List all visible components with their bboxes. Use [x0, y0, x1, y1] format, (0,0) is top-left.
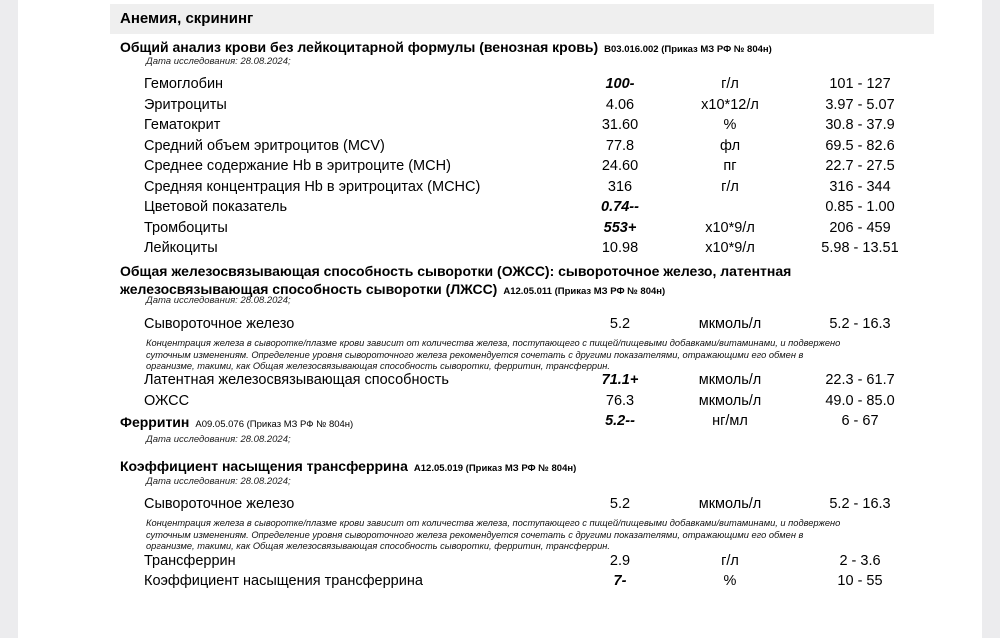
- result-reference: 22.7 - 27.5: [825, 158, 895, 174]
- result-name: Лейкоциты: [144, 240, 218, 256]
- result-value: 316: [607, 178, 633, 195]
- result-reference: 206 - 459: [829, 219, 891, 236]
- result-row-tibc: [0, 393, 1000, 413]
- result-row-mch: [0, 158, 1000, 178]
- result-name: Сывороточное железо: [144, 496, 295, 512]
- serum-iron-note: [146, 338, 936, 373]
- note-line: суточным изменениям. Определение уровня сывороточного железа рекомендуется сочетать с другими показателями, отражающими его обмен в: [146, 349, 804, 360]
- result-value: 31.60: [601, 117, 639, 133]
- result-name: Гематокрит: [144, 117, 221, 133]
- result-row-transferrin: [0, 553, 1000, 573]
- note-line: организме, такими, как Общая железосвязывающая способность сыворотки, ферритин, трансферрин.: [146, 361, 610, 371]
- result-reference: 3.97 - 5.07: [825, 96, 895, 113]
- ferritin-title-text: Ферритин: [120, 414, 190, 430]
- result-value: 2.9: [609, 553, 631, 569]
- result-value: 76.3: [605, 393, 635, 409]
- result-reference: 22.3 - 61.7: [825, 372, 895, 388]
- result-row-mcv: [0, 138, 1000, 158]
- iron-date: Дата исследования: 28.08.2024;: [146, 295, 291, 306]
- iron-title-line2: железосвязывающая способность сыворотки (ЛЖСС): [120, 281, 498, 297]
- iron-test-code: A12.05.011 (Приказ МЗ РФ № 804н): [503, 286, 666, 297]
- result-row-hematocrit: [0, 117, 1000, 137]
- ferritin-date: Дата исследования: 28.08.2024;: [146, 434, 291, 445]
- result-unit: г/л: [721, 553, 739, 569]
- result-name: Гемоглобин: [144, 76, 224, 92]
- result-unit: нг/мл: [712, 413, 748, 429]
- result-row-mchc: [0, 179, 1000, 199]
- result-unit: x10*9/л: [705, 240, 755, 256]
- cbc-title-text: Общий анализ крови без лейкоцитарной формулы (венозная кровь): [120, 39, 599, 55]
- result-unit: мкмоль/л: [698, 316, 762, 332]
- result-unit: x10*9/л: [705, 219, 755, 236]
- result-row-platelets: [0, 220, 1000, 240]
- result-value: 71.1+: [601, 372, 639, 388]
- result-value: 77.8: [605, 137, 635, 154]
- result-reference: 10 - 55: [837, 573, 883, 589]
- result-unit: %: [723, 117, 737, 133]
- result-name: Коэффициент насыщения трансферрина: [144, 573, 423, 589]
- result-name: Цветовой показатель: [144, 199, 288, 215]
- result-name: Эритроциты: [144, 96, 227, 113]
- result-reference: 69.5 - 82.6: [825, 137, 895, 154]
- cbc-date: Дата исследования: 28.08.2024;: [146, 56, 291, 67]
- result-row-hemoglobin: [0, 76, 1000, 96]
- ferritin-test-code: A09.05.076 (Приказ МЗ РФ № 804н): [195, 419, 354, 430]
- iron-title-line1: Общая железосвязывающая способность сыворотки (ОЖСС): сывороточное железо, латентная: [120, 263, 792, 279]
- result-row-erythrocytes: [0, 97, 1000, 117]
- result-reference: 30.8 - 37.9: [825, 117, 895, 133]
- result-name: ОЖСС: [144, 393, 190, 409]
- result-value: 553+: [603, 219, 637, 236]
- result-reference: 5.98 - 13.51: [821, 240, 899, 256]
- result-reference: 0.85 - 1.00: [825, 199, 895, 215]
- result-row-serum-iron-2: [0, 496, 1000, 516]
- result-row-color-index: [0, 199, 1000, 219]
- result-value: 4.06: [605, 96, 635, 113]
- result-row-latent-capacity: [0, 372, 1000, 392]
- result-reference: 5.2 - 16.3: [829, 496, 891, 512]
- result-value: 5.2: [609, 496, 631, 512]
- result-value: 10.98: [601, 240, 639, 256]
- result-unit: пг: [723, 158, 737, 174]
- result-unit: %: [723, 573, 737, 589]
- transferrin-sat-test-title: [120, 457, 576, 478]
- result-name: Тромбоциты: [144, 219, 228, 236]
- result-unit: x10*12/л: [701, 96, 759, 113]
- result-reference: 101 - 127: [829, 76, 891, 92]
- result-unit: г/л: [721, 178, 739, 195]
- result-value: 0.74--: [601, 199, 639, 215]
- result-reference: 316 - 344: [829, 178, 891, 195]
- result-reference: 2 - 3.6: [839, 553, 881, 569]
- result-value: 24.60: [601, 158, 639, 174]
- result-row-transferrin-saturation: [0, 573, 1000, 593]
- result-value: 5.2--: [605, 413, 635, 429]
- transferrin-sat-title-text: Коэффициент насыщения трансферрина: [120, 458, 408, 474]
- result-name: Латентная железосвязывающая способность: [144, 372, 449, 388]
- result-row-ferritin: [0, 413, 1000, 433]
- result-unit: мкмоль/л: [698, 393, 762, 409]
- result-unit: г/л: [721, 76, 739, 92]
- result-reference: 6 - 67: [841, 413, 879, 429]
- result-row-leukocytes: [0, 240, 1000, 260]
- result-name: Трансферрин: [144, 553, 236, 569]
- transferrin-sat-date: Дата исследования: 28.08.2024;: [146, 476, 291, 487]
- result-unit: фл: [719, 137, 741, 154]
- result-row-serum-iron: [0, 316, 1000, 336]
- result-unit: мкмоль/л: [698, 372, 762, 388]
- note-line: Концентрация железа в сыворотке/плазме крови зависит от количества железа, поступающего с пищей/пищевыми добавками/витаминами, и подвержено: [146, 338, 841, 348]
- note-line: суточным изменениям. Определение уровня сывороточного железа рекомендуется сочетать с другими показателями, отражающими его обмен в: [146, 529, 804, 540]
- result-name: Средний объем эритроцитов (MCV): [144, 137, 385, 154]
- result-reference: 5.2 - 16.3: [829, 316, 891, 332]
- result-name: Средняя концентрация Hb в эритроцитах (MCHC): [144, 178, 481, 195]
- ferritin-test-title: [120, 413, 353, 434]
- result-name: Сывороточное железо: [144, 316, 295, 332]
- transferrin-sat-test-code: A12.05.019 (Приказ МЗ РФ № 804н): [413, 463, 577, 474]
- result-unit: мкмоль/л: [698, 496, 762, 512]
- note-line: организме, такими, как Общая железосвязывающая способность сыворотки, ферритин, трансферрин.: [146, 541, 610, 551]
- result-value: 7-: [613, 573, 627, 589]
- note-line: Концентрация железа в сыворотке/плазме крови зависит от количества железа, поступающего с пищей/пищевыми добавками/витаминами, и подвержено: [146, 518, 841, 528]
- result-value: 100-: [605, 76, 635, 92]
- serum-iron-note-2: [146, 518, 936, 553]
- section-title: Анемия, скрининг: [120, 10, 254, 27]
- result-name: Среднее содержание Hb в эритроците (MCH): [144, 158, 451, 174]
- result-value: 5.2: [609, 316, 631, 332]
- result-reference: 49.0 - 85.0: [825, 393, 895, 409]
- cbc-test-code: B03.016.002 (Приказ МЗ РФ № 804н): [604, 44, 772, 55]
